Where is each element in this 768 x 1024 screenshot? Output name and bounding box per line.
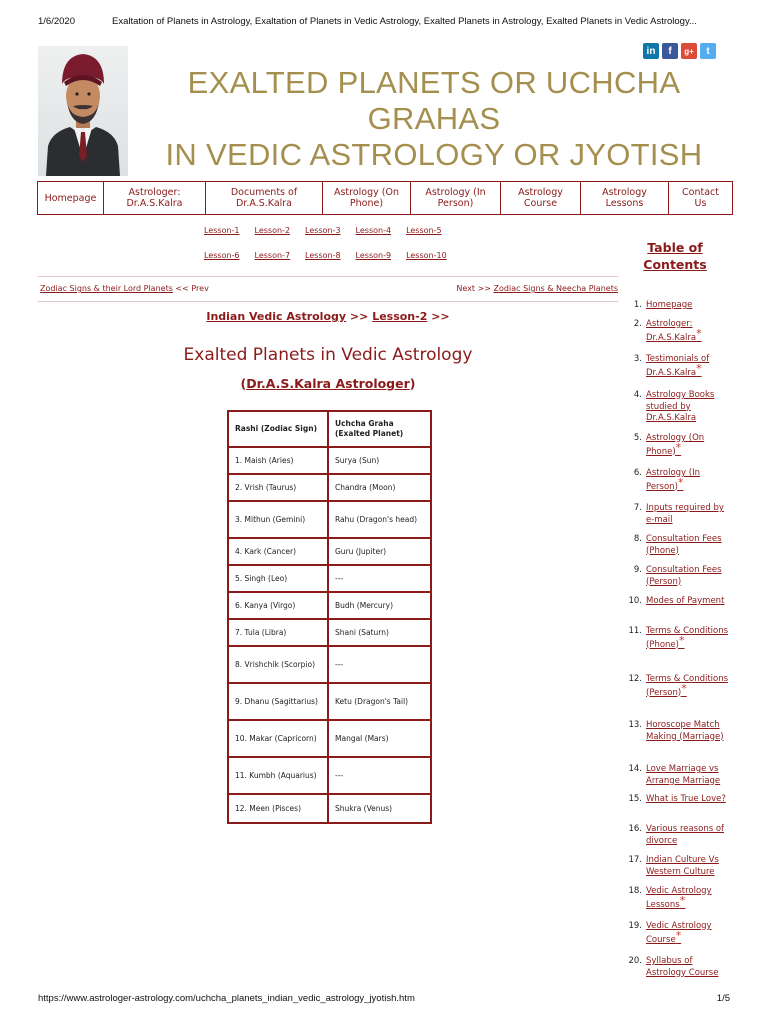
nav-documents[interactable]: Documents of Dr.A.S.Kalra xyxy=(206,182,323,214)
lesson-link[interactable]: Lesson-6 xyxy=(204,251,240,260)
toc-link[interactable]: Astrology (On Phone)* xyxy=(646,433,705,457)
planet-cell: Shukra (Venus) xyxy=(335,803,393,813)
lesson-link[interactable]: Lesson-5 xyxy=(406,226,442,235)
site-title-line-3: IN VEDIC ASTROLOGY OR JYOTISH xyxy=(165,137,703,172)
nav-astrologer[interactable]: Astrologer: Dr.A.S.Kalra xyxy=(104,182,206,214)
table-row xyxy=(229,758,430,795)
site-title xyxy=(134,65,734,173)
toc-link[interactable]: Indian Culture Vs Western Culture xyxy=(646,855,719,877)
planet-cell: Ketu (Dragon's Tail) xyxy=(329,684,430,721)
star-icon: * xyxy=(696,326,702,340)
astrologer-photo xyxy=(38,46,128,176)
planet-cell: Surya (Sun) xyxy=(329,448,430,475)
lesson-link[interactable]: Lesson-1 xyxy=(204,226,240,235)
toc-title: Table of Contents xyxy=(643,240,707,272)
planet-cell: Rahu (Dragon's head) xyxy=(329,502,430,539)
breadcrumb-separator: >> xyxy=(349,310,369,323)
planet-cell: --- xyxy=(329,647,430,684)
star-icon: * xyxy=(675,440,682,454)
toc-link[interactable]: Love Marriage vs Arrange Marriage xyxy=(646,764,721,786)
table-row xyxy=(229,684,430,721)
twitter-icon[interactable]: t xyxy=(700,43,716,59)
nav-contact[interactable]: Contact Us xyxy=(682,187,719,209)
next-label: Next >> xyxy=(456,284,491,293)
toc-link[interactable]: What is True Love? xyxy=(646,794,726,804)
next-nav xyxy=(456,284,618,293)
table-row xyxy=(229,620,430,647)
divider xyxy=(38,276,618,277)
toc-link[interactable]: Astrology (In Person)* xyxy=(646,468,700,492)
rashi-cell: 9. Dhanu (Sagittarius) xyxy=(229,684,329,721)
table-row xyxy=(229,647,430,684)
toc-link[interactable]: Terms & Conditions (Phone)* xyxy=(646,626,729,650)
rashi-cell: 12. Meen (Pisces) xyxy=(229,795,329,822)
rashi-cell: 2. Vrish (Taurus) xyxy=(229,475,329,502)
author-line: (Dr.A.S.Kalra Astrologer) xyxy=(240,376,416,391)
rashi-cell: 7. Tula (Libra) xyxy=(229,620,329,647)
breadcrumb-separator: >> xyxy=(431,310,450,323)
table-row xyxy=(229,566,430,593)
site-title-line-1: EXALTED PLANETS OR UCHCHA xyxy=(187,65,681,100)
toc-link[interactable]: Vedic Astrology Lessons* xyxy=(646,886,712,910)
table-row xyxy=(229,721,430,758)
prev-link[interactable]: Zodiac Signs & their Lord Planets xyxy=(40,284,173,293)
toc-link[interactable]: Terms & Conditions (Person)* xyxy=(646,674,729,698)
rashi-cell: 1. Maish (Aries) xyxy=(229,448,329,475)
column-header-uchcha-graha: Uchcha Graha (Exalted Planet) xyxy=(329,412,430,448)
print-header xyxy=(38,16,740,30)
social-links xyxy=(643,43,716,59)
lesson-link[interactable]: Lesson-8 xyxy=(305,251,341,260)
page-title: Exalted Planets in Vedic Astrology xyxy=(183,345,473,365)
rashi-cell: 11. Kumbh (Aquarius) xyxy=(229,758,329,795)
print-url: https://www.astrologer-astrology.com/uchcha_planets_indian_vedic_astrology_jyotish.htm xyxy=(38,993,415,1004)
nav-homepage[interactable]: Homepage xyxy=(38,182,104,214)
author-link[interactable]: Dr.A.S.Kalra Astrologer xyxy=(246,376,410,391)
toc-link[interactable]: Horoscope Match Making (Marriage) xyxy=(646,720,724,742)
lesson-links-row-1 xyxy=(204,226,457,235)
lesson-link[interactable]: Lesson-3 xyxy=(305,226,341,235)
star-icon: * xyxy=(678,633,685,647)
star-icon: * xyxy=(681,681,687,695)
print-page-title: Exaltation of Planets in Astrology, Exaltation of Planets in Vedic Astrology, Exalted Planets in Astrology, Exalted Planets in Vedic Astrology... xyxy=(112,16,697,27)
breadcrumb-lesson-2[interactable]: Lesson-2 xyxy=(372,310,428,323)
planet-cell: Budh (Mercury) xyxy=(329,593,430,620)
lesson-links-row-2 xyxy=(204,251,462,260)
nav-astrology-person[interactable]: Astrology (In Person) xyxy=(411,182,501,214)
site-title-line-2: GRAHAS xyxy=(367,101,501,136)
column-header-rashi: Rashi (Zodiac Sign) xyxy=(229,412,329,448)
table-row xyxy=(229,475,430,502)
toc-link[interactable]: Homepage xyxy=(646,300,693,310)
lesson-link[interactable]: Lesson-7 xyxy=(254,251,291,260)
rashi-cell: 5. Singh (Leo) xyxy=(229,566,329,593)
toc-link[interactable]: Syllabus of Astrology Course xyxy=(646,956,719,978)
divider xyxy=(38,301,618,302)
planet-cell: Guru (Jupiter) xyxy=(329,539,430,566)
rashi-cell: 3. Mithun (Gemini) xyxy=(229,502,329,539)
lesson-link[interactable]: Lesson-2 xyxy=(254,226,291,235)
exalted-planets-table xyxy=(227,410,432,824)
next-link[interactable]: Zodiac Signs & Neecha Planets xyxy=(493,284,618,293)
toc-link[interactable]: Vedic Astrology Course* xyxy=(646,921,712,945)
planet-cell: Shani (Saturn) xyxy=(329,620,430,647)
rashi-cell: 10. Makar (Capricorn) xyxy=(229,721,329,758)
toc-link[interactable]: Testimonials of Dr.A.S.Kalra* xyxy=(646,354,710,378)
breadcrumb xyxy=(38,310,618,323)
lesson-link[interactable]: Lesson-9 xyxy=(355,251,392,260)
google-plus-icon[interactable]: g+ xyxy=(681,43,697,59)
lesson-link[interactable]: Lesson-4 xyxy=(355,226,392,235)
toc-link[interactable]: Astrologer: Dr.A.S.Kalra* xyxy=(646,319,702,343)
table-row xyxy=(229,593,430,620)
rashi-cell: 4. Kark (Cancer) xyxy=(229,539,329,566)
rashi-cell: 8. Vrishchik (Scorpio) xyxy=(229,647,329,684)
planet-cell: --- xyxy=(329,566,430,593)
lesson-link[interactable]: Lesson-10 xyxy=(406,251,447,260)
toc-link[interactable]: Modes of Payment xyxy=(646,596,725,606)
planet-cell: Chandra (Moon) xyxy=(329,475,430,502)
main-nav xyxy=(37,181,733,215)
table-row xyxy=(229,795,430,822)
star-icon: * xyxy=(677,475,684,489)
star-icon: * xyxy=(675,928,682,942)
table-row xyxy=(229,539,430,566)
prev-label: << Prev xyxy=(175,284,209,293)
nav-astrology-course[interactable]: Astrology Course xyxy=(501,182,581,214)
table-row xyxy=(229,502,430,539)
nav-astrology-lessons[interactable]: Astrology Lessons xyxy=(581,182,669,214)
table-row xyxy=(229,448,430,475)
nav-astrology-phone[interactable]: Astrology (On Phone) xyxy=(323,182,411,214)
facebook-icon[interactable]: f xyxy=(662,43,678,59)
breadcrumb-vedic-astrology[interactable]: Indian Vedic Astrology xyxy=(206,310,347,323)
print-page-number: 1/5 xyxy=(716,993,730,1004)
table-header-row xyxy=(229,412,430,448)
planet-cell: --- xyxy=(329,758,430,795)
prev-nav xyxy=(40,284,209,293)
toc-link[interactable]: Consultation Fees (Phone) xyxy=(646,534,722,556)
toc-link[interactable]: Astrology Books studied by Dr.A.S.Kalra xyxy=(646,390,715,423)
print-footer xyxy=(38,993,730,1007)
toc-link[interactable]: Inputs required by e-mail xyxy=(646,503,724,525)
linkedin-icon[interactable]: in xyxy=(643,43,659,59)
star-icon: * xyxy=(679,893,686,907)
toc-link[interactable]: Various reasons of divorce xyxy=(646,824,725,846)
toc-link[interactable]: Consultation Fees (Person) xyxy=(646,565,722,587)
star-icon: * xyxy=(696,361,702,375)
rashi-cell: 6. Kanya (Virgo) xyxy=(229,593,329,620)
planet-cell: Mangal (Mars) xyxy=(329,721,430,758)
print-date: 1/6/2020 xyxy=(38,16,75,27)
